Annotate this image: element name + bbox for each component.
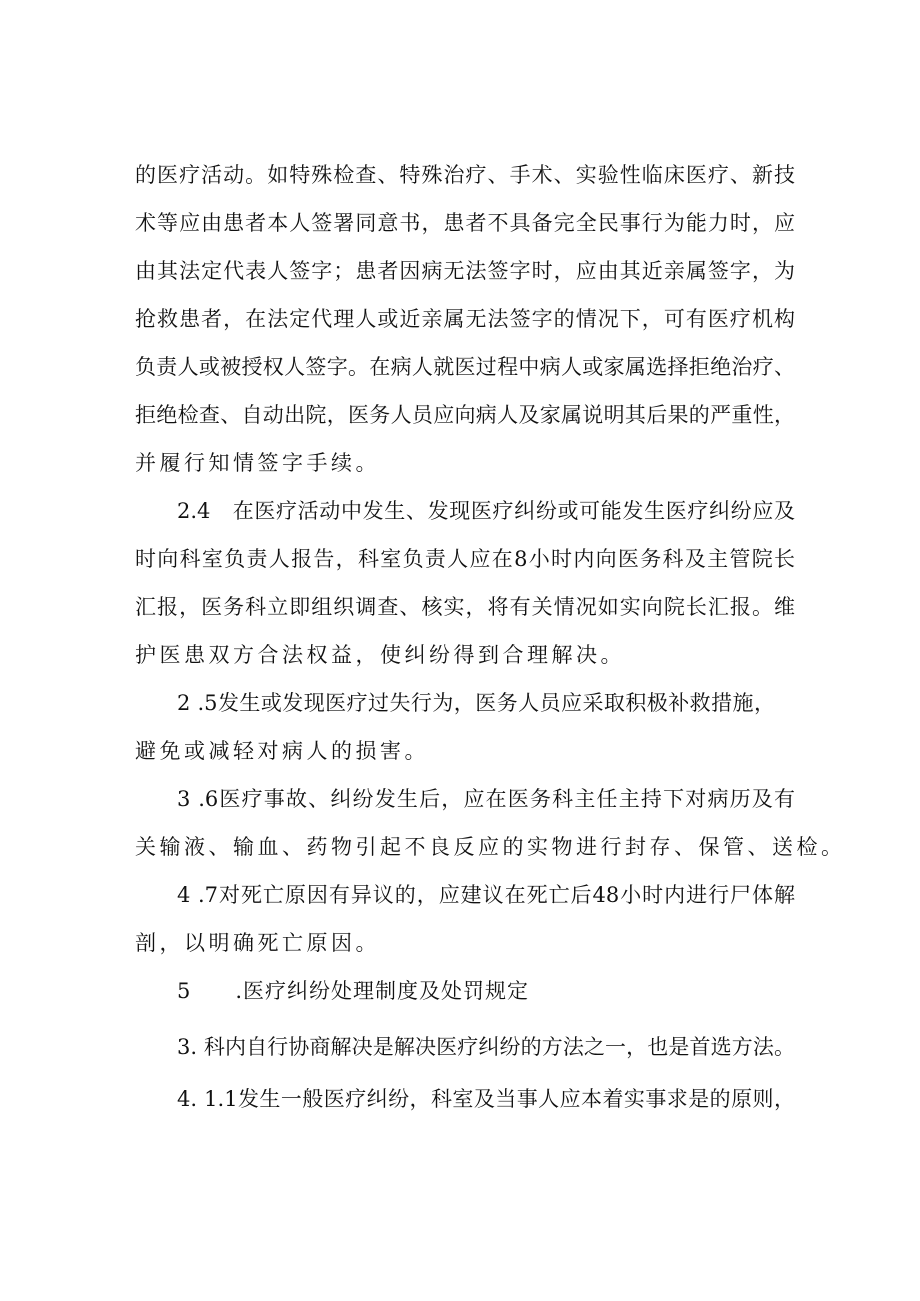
section-2-4-line: 2.4 在医疗活动中发生、发现医疗纠纷或可能发生医疗纠纷应及 [177,499,795,523]
paragraph-line: 剖，以明确死亡原因。 [135,931,380,955]
paragraph-line: 抢救患者，在法定代理人或近亲属无法签字的情况下，可有医疗机构 [135,307,795,331]
section-3-6-line: 3 .6医疗事故、纠纷发生后，应在医务科主任主持下对病历及有 [177,787,795,811]
paragraph-line: 关输液、输血、药物引起不良反应的实物进行封存、保管、送检。 [135,835,846,859]
section-4-line: 4. 1.1发生一般医疗纠纷，科室及当事人应本着实事求是的原则， [177,1087,795,1111]
paragraph-line: 时向科室负责人报告，科室负责人应在8小时内向医务科及主管院长 [135,547,795,571]
paragraph-line: 由其法定代表人签字；患者因病无法签字时，应由其近亲属签字，为 [135,259,795,283]
paragraph-line: 护医患双方合法权益，使纠纷得到合理解决。 [135,643,625,667]
section-heading: 5 .医疗纠纷处理制度及处罚规定 [177,979,530,1003]
paragraph-line: 的医疗活动。如特殊检查、特殊治疗、手术、实验性临床医疗、新技 [135,163,795,187]
paragraph-line: 负责人或被授权人签字。在病人就医过程中病人或家属选择拒绝治疗、 [135,355,795,379]
section-3-line: 3. 科内自行协商解决是解决医疗纠纷的方法之一，也是首选方法。 [177,1035,795,1059]
section-2-5-line: 2 .5发生或发现医疗过失行为，医务人员应采取积极补救措施， [177,691,775,715]
paragraph-line: 避免或减轻对病人的损害。 [135,739,429,763]
paragraph-line: 术等应由患者本人签署同意书，患者不具备完全民事行为能力时，应 [135,211,795,235]
paragraph-line: 汇报，医务科立即组织调查、核实，将有关情况如实向院长汇报。维 [135,595,795,619]
section-4-7-line: 4 .7对死亡原因有异议的，应建议在死亡后48小时内进行尸体解 [177,883,795,907]
paragraph-line: 拒绝检查、自动出院，医务人员应向病人及家属说明其后果的严重性， [135,403,795,427]
paragraph-line: 并履行知情签字手续。 [135,451,380,475]
